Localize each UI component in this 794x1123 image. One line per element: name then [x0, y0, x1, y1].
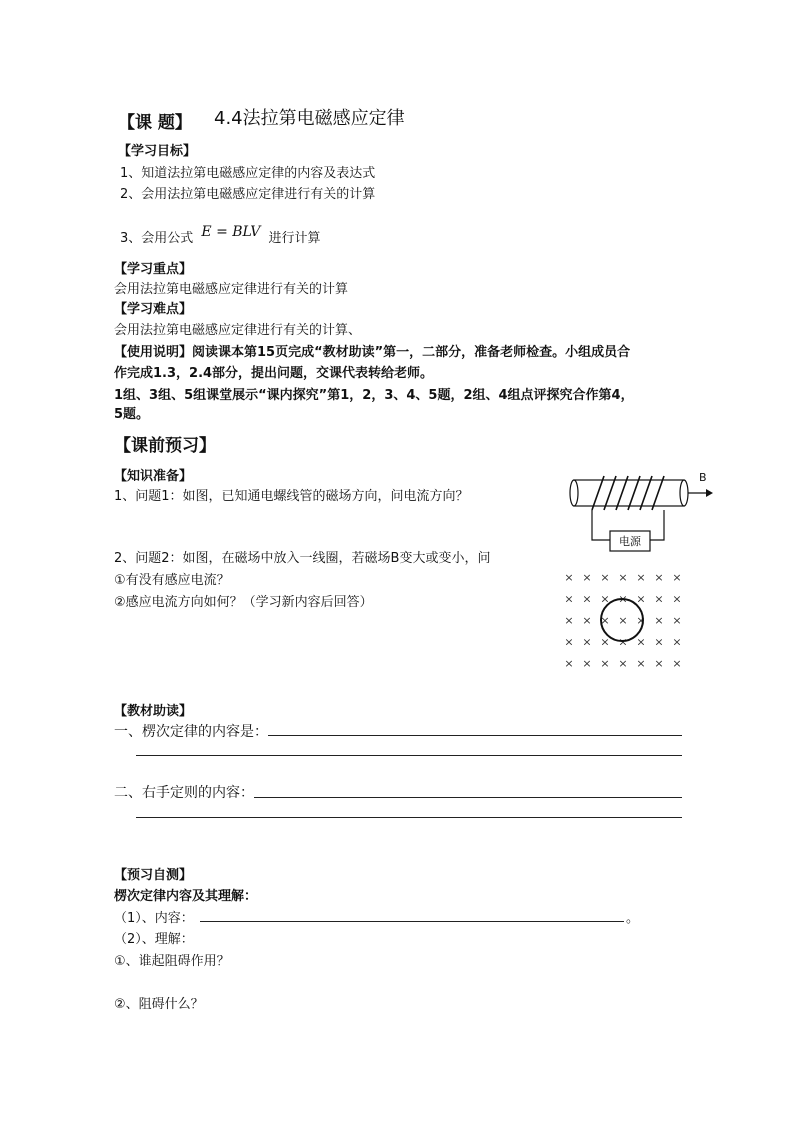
field-mark-x: ×: [564, 635, 574, 649]
field-mark-x: ×: [582, 592, 592, 606]
question-2b: ②感应电流方向如何？（学习新内容后回答）: [114, 595, 373, 610]
field-mark-x: ×: [582, 614, 592, 627]
goals-heading: 【学习目标】: [118, 144, 197, 159]
solenoid-end-left: [570, 480, 578, 506]
question-2: 2、问题2：如图，在磁场中放入一线圈，若磁场B变大或变小，问: [114, 551, 491, 566]
usage-line-1: 【使用说明】阅读课本第15页完成“教材助读”第一，二部分，准备老师检查。小组成员合: [114, 345, 631, 360]
field-mark-x: ×: [672, 614, 682, 627]
field-mark-x: ×: [654, 571, 664, 584]
selftest-understand-label: （2）、理解：: [114, 932, 194, 947]
power-source-label: 电源: [619, 535, 641, 548]
solenoid-end-right: [680, 480, 688, 506]
usage-line-3: 1组、3组、5组课堂展示“课内探究”第1，2，3、4、5题，2组、4组点评探究合作第4，: [114, 388, 634, 403]
field-mark-x: ×: [600, 571, 610, 584]
field-b-label: B: [699, 471, 707, 484]
field-mark-x: ×: [582, 657, 592, 670]
answer-line-2a: [254, 797, 682, 798]
field-mark-x: ×: [636, 571, 646, 584]
question-1: 1、问题1：如图，已知通电螺线管的磁场方向，问电流方向？: [114, 489, 469, 504]
field-mark-x: ×: [618, 614, 628, 627]
field-mark-x: ×: [564, 571, 574, 584]
field-mark-x: ×: [600, 657, 610, 670]
selftest-heading: 【预习自测】: [114, 868, 193, 883]
field-mark-x: ×: [636, 592, 646, 606]
magnetic-field-diagram: [560, 568, 690, 672]
field-mark-x: ×: [582, 571, 592, 584]
field-mark-x: ×: [600, 592, 610, 606]
goal-item-3: [120, 224, 321, 246]
field-mark-x: ×: [564, 592, 574, 606]
goal-item-1: 1、知道法拉第电磁感应定律的内容及表达式: [120, 166, 376, 181]
focus-heading: 【学习重点】: [114, 262, 193, 277]
field-mark-x: ×: [618, 592, 628, 606]
answer-line-2b: [136, 817, 682, 818]
field-mark-x: ×: [672, 571, 682, 584]
usage-line-4: 5题。: [114, 407, 150, 422]
field-mark-x: ×: [654, 635, 664, 649]
preview-heading: 【课前预习】: [114, 436, 216, 456]
knowledge-heading: 【知识准备】: [114, 469, 193, 484]
selftest-subheading: 楞次定律内容及其理解：: [114, 889, 258, 904]
answer-line-1a: [268, 735, 682, 736]
field-mark-x: ×: [618, 657, 628, 670]
goal-item-2: 2、会用法拉第电磁感应定律进行有关的计算: [120, 187, 376, 202]
goal-item-3-suffix: 进行计算: [268, 231, 321, 246]
answer-line-content: [200, 921, 624, 922]
solenoid-diagram: [560, 466, 720, 566]
field-mark-x: ×: [600, 614, 610, 627]
selftest-question-2: ②、阻碍什么？: [114, 997, 204, 1012]
difficulty-heading: 【学习难点】: [114, 302, 193, 317]
answer-line-1b: [136, 755, 682, 756]
focus-text: 会用法拉第电磁感应定律进行有关的计算: [114, 282, 349, 297]
field-mark-x: ×: [600, 635, 610, 649]
wire-right: [650, 510, 664, 540]
field-mark-x: ×: [654, 592, 664, 606]
wire-left: [592, 510, 610, 540]
solenoid-core: [574, 480, 684, 506]
field-mark-x: ×: [636, 614, 646, 627]
field-mark-x: ×: [618, 635, 628, 649]
field-mark-x: ×: [654, 657, 664, 670]
goal-item-3-prefix: 3、会用公式: [120, 231, 194, 246]
field-mark-x: ×: [564, 614, 574, 627]
reading-heading: 【教材助读】: [114, 704, 193, 719]
field-arrow-head: [706, 489, 713, 497]
selftest-content-label: （1）、内容：: [114, 911, 194, 926]
field-mark-x: ×: [672, 592, 682, 606]
lesson-label: 【课 题】: [118, 113, 192, 133]
field-mark-x: ×: [672, 657, 682, 670]
field-mark-x: ×: [618, 571, 628, 584]
selftest-question-1: ①、谁起阻碍作用？: [114, 954, 230, 969]
field-mark-x: ×: [636, 635, 646, 649]
reading-item-1: 一、楞次定律的内容是：: [114, 724, 268, 740]
selftest-content-end: 。: [626, 911, 640, 926]
field-mark-x: ×: [636, 657, 646, 670]
solenoid-coil: [592, 476, 664, 510]
lesson-title: 4.4法拉第电磁感应定律: [214, 108, 405, 129]
field-mark-x: ×: [582, 635, 592, 649]
field-marks: [564, 571, 681, 670]
difficulty-text: 会用法拉第电磁感应定律进行有关的计算、: [114, 323, 362, 338]
field-mark-x: ×: [564, 657, 574, 670]
reading-item-2: 二、右手定则的内容：: [114, 785, 254, 801]
usage-line-2: 作完成1.3，2.4部分，提出问题，交课代表转给老师。: [114, 366, 434, 381]
question-2a: ①有没有感应电流？: [114, 573, 230, 588]
formula-ebvl: E = BLV: [201, 224, 261, 240]
field-mark-x: ×: [672, 635, 682, 649]
field-mark-x: ×: [654, 614, 664, 627]
